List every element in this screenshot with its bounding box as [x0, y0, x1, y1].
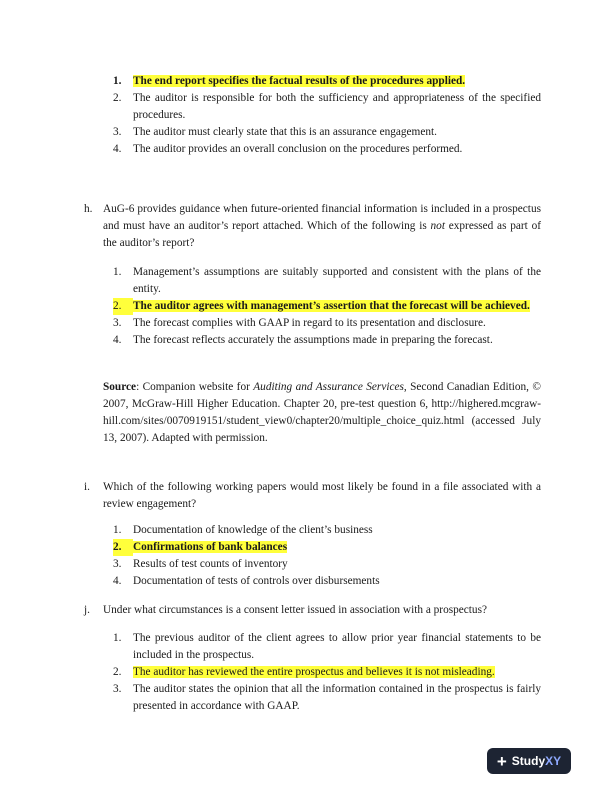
- list-item: [113, 573, 541, 590]
- option-number: 1.: [113, 524, 122, 536]
- question-letter: i.: [84, 481, 90, 493]
- option-text: The auditor provides an overall conclusion on the procedures performed.: [133, 143, 463, 155]
- list-item: [113, 664, 541, 681]
- option-text: Management’s assumptions are suitably supported and consistent with the plans of the entity.: [133, 266, 541, 295]
- logo-text: StudyXY: [511, 754, 562, 768]
- list-item: [113, 73, 541, 90]
- list-item: [113, 141, 541, 158]
- option-number: 1.: [113, 632, 122, 644]
- option-text: The auditor must clearly state that this is an assurance engagement.: [133, 126, 437, 138]
- option-number: 3.: [113, 683, 122, 695]
- list-item: [113, 124, 541, 141]
- option-number: 3.: [113, 558, 122, 570]
- option-number: 3.: [113, 126, 122, 138]
- list-item: [113, 681, 541, 715]
- list-item: [113, 315, 541, 332]
- highlighted-answer: The auditor has reviewed the entire prospectus and believes it is not misleading.: [133, 666, 495, 678]
- question-text: AuG-6 provides guidance when future-oriented financial information is included in a prospectus and must have an auditor’s report attached. Which of the following is not expressed as part of the auditor’s report?: [103, 203, 541, 249]
- answer-list-g: [113, 73, 541, 158]
- studyxy-logo[interactable]: [487, 748, 571, 774]
- highlighted-answer: Confirmations of bank balances: [133, 541, 288, 553]
- list-item: [113, 90, 541, 124]
- answer-list-i: [113, 522, 541, 590]
- list-item: [113, 264, 541, 298]
- option-text: The auditor states the opinion that all the information contained in the prospectus is fairly presented in accordance with GAAP.: [133, 683, 541, 712]
- option-number: 1.: [113, 266, 122, 278]
- list-item: [113, 630, 541, 664]
- option-number: 2.: [113, 666, 122, 678]
- highlighted-answer: The auditor agrees with management’s assertion that the forecast will be achieved.: [133, 300, 530, 312]
- question-text: Which of the following working papers would most likely be found in a file associated with a review engagement?: [103, 481, 541, 510]
- answer-list-j: [113, 630, 541, 715]
- option-number: 2.: [113, 298, 133, 315]
- option-text: Documentation of tests of controls over disbursements: [133, 575, 380, 587]
- source-label: Source: [103, 381, 137, 393]
- option-text: Documentation of knowledge of the client’s business: [133, 524, 373, 536]
- list-item: [113, 522, 541, 539]
- option-number: 4.: [113, 143, 122, 155]
- question-j: [84, 602, 541, 619]
- question-letter: h.: [84, 203, 93, 215]
- question-letter: j.: [84, 604, 90, 616]
- list-item: [113, 298, 541, 315]
- option-number: 2.: [113, 92, 122, 104]
- question-h: [84, 201, 541, 252]
- list-item: [113, 556, 541, 573]
- answer-list-h: [113, 264, 541, 349]
- option-number: 4.: [113, 575, 122, 587]
- option-text: Results of test counts of inventory: [133, 558, 288, 570]
- question-i: [84, 479, 541, 513]
- option-number: 4.: [113, 334, 122, 346]
- list-item: [113, 539, 541, 556]
- option-number: 2.: [113, 539, 133, 556]
- highlighted-answer: The end report specifies the factual results of the procedures applied.: [133, 75, 466, 87]
- option-text: The previous auditor of the client agrees to allow prior year financial statements to be included in the prospectus.: [133, 632, 541, 661]
- question-text: Under what circumstances is a consent letter issued in association with a prospectus?: [103, 604, 487, 616]
- list-item: [113, 332, 541, 349]
- option-number: 1.: [113, 75, 122, 87]
- option-number: 3.: [113, 317, 122, 329]
- book-title: Auditing and Assurance Services: [253, 381, 404, 393]
- source-citation: Source: Companion website for Auditing and Assurance Services, Second Canadian Edition, © 2007, McGraw-Hill Higher Education. Chapter 20, pre-test question 6, http://highered.mcgraw-hill.com/sites/0070919151/student_view0/chapter20/multiple_choice_quiz.html (accessed July 13, 2007). Adapted with permission.: [103, 381, 541, 444]
- plus-icon: +: [496, 751, 507, 771]
- option-text: The forecast reflects accurately the assumptions made in preparing the forecast.: [133, 334, 493, 346]
- option-text: The forecast complies with GAAP in regard to its presentation and disclosure.: [133, 317, 486, 329]
- option-text: The auditor is responsible for both the sufficiency and appropriateness of the specified procedures.: [133, 92, 541, 121]
